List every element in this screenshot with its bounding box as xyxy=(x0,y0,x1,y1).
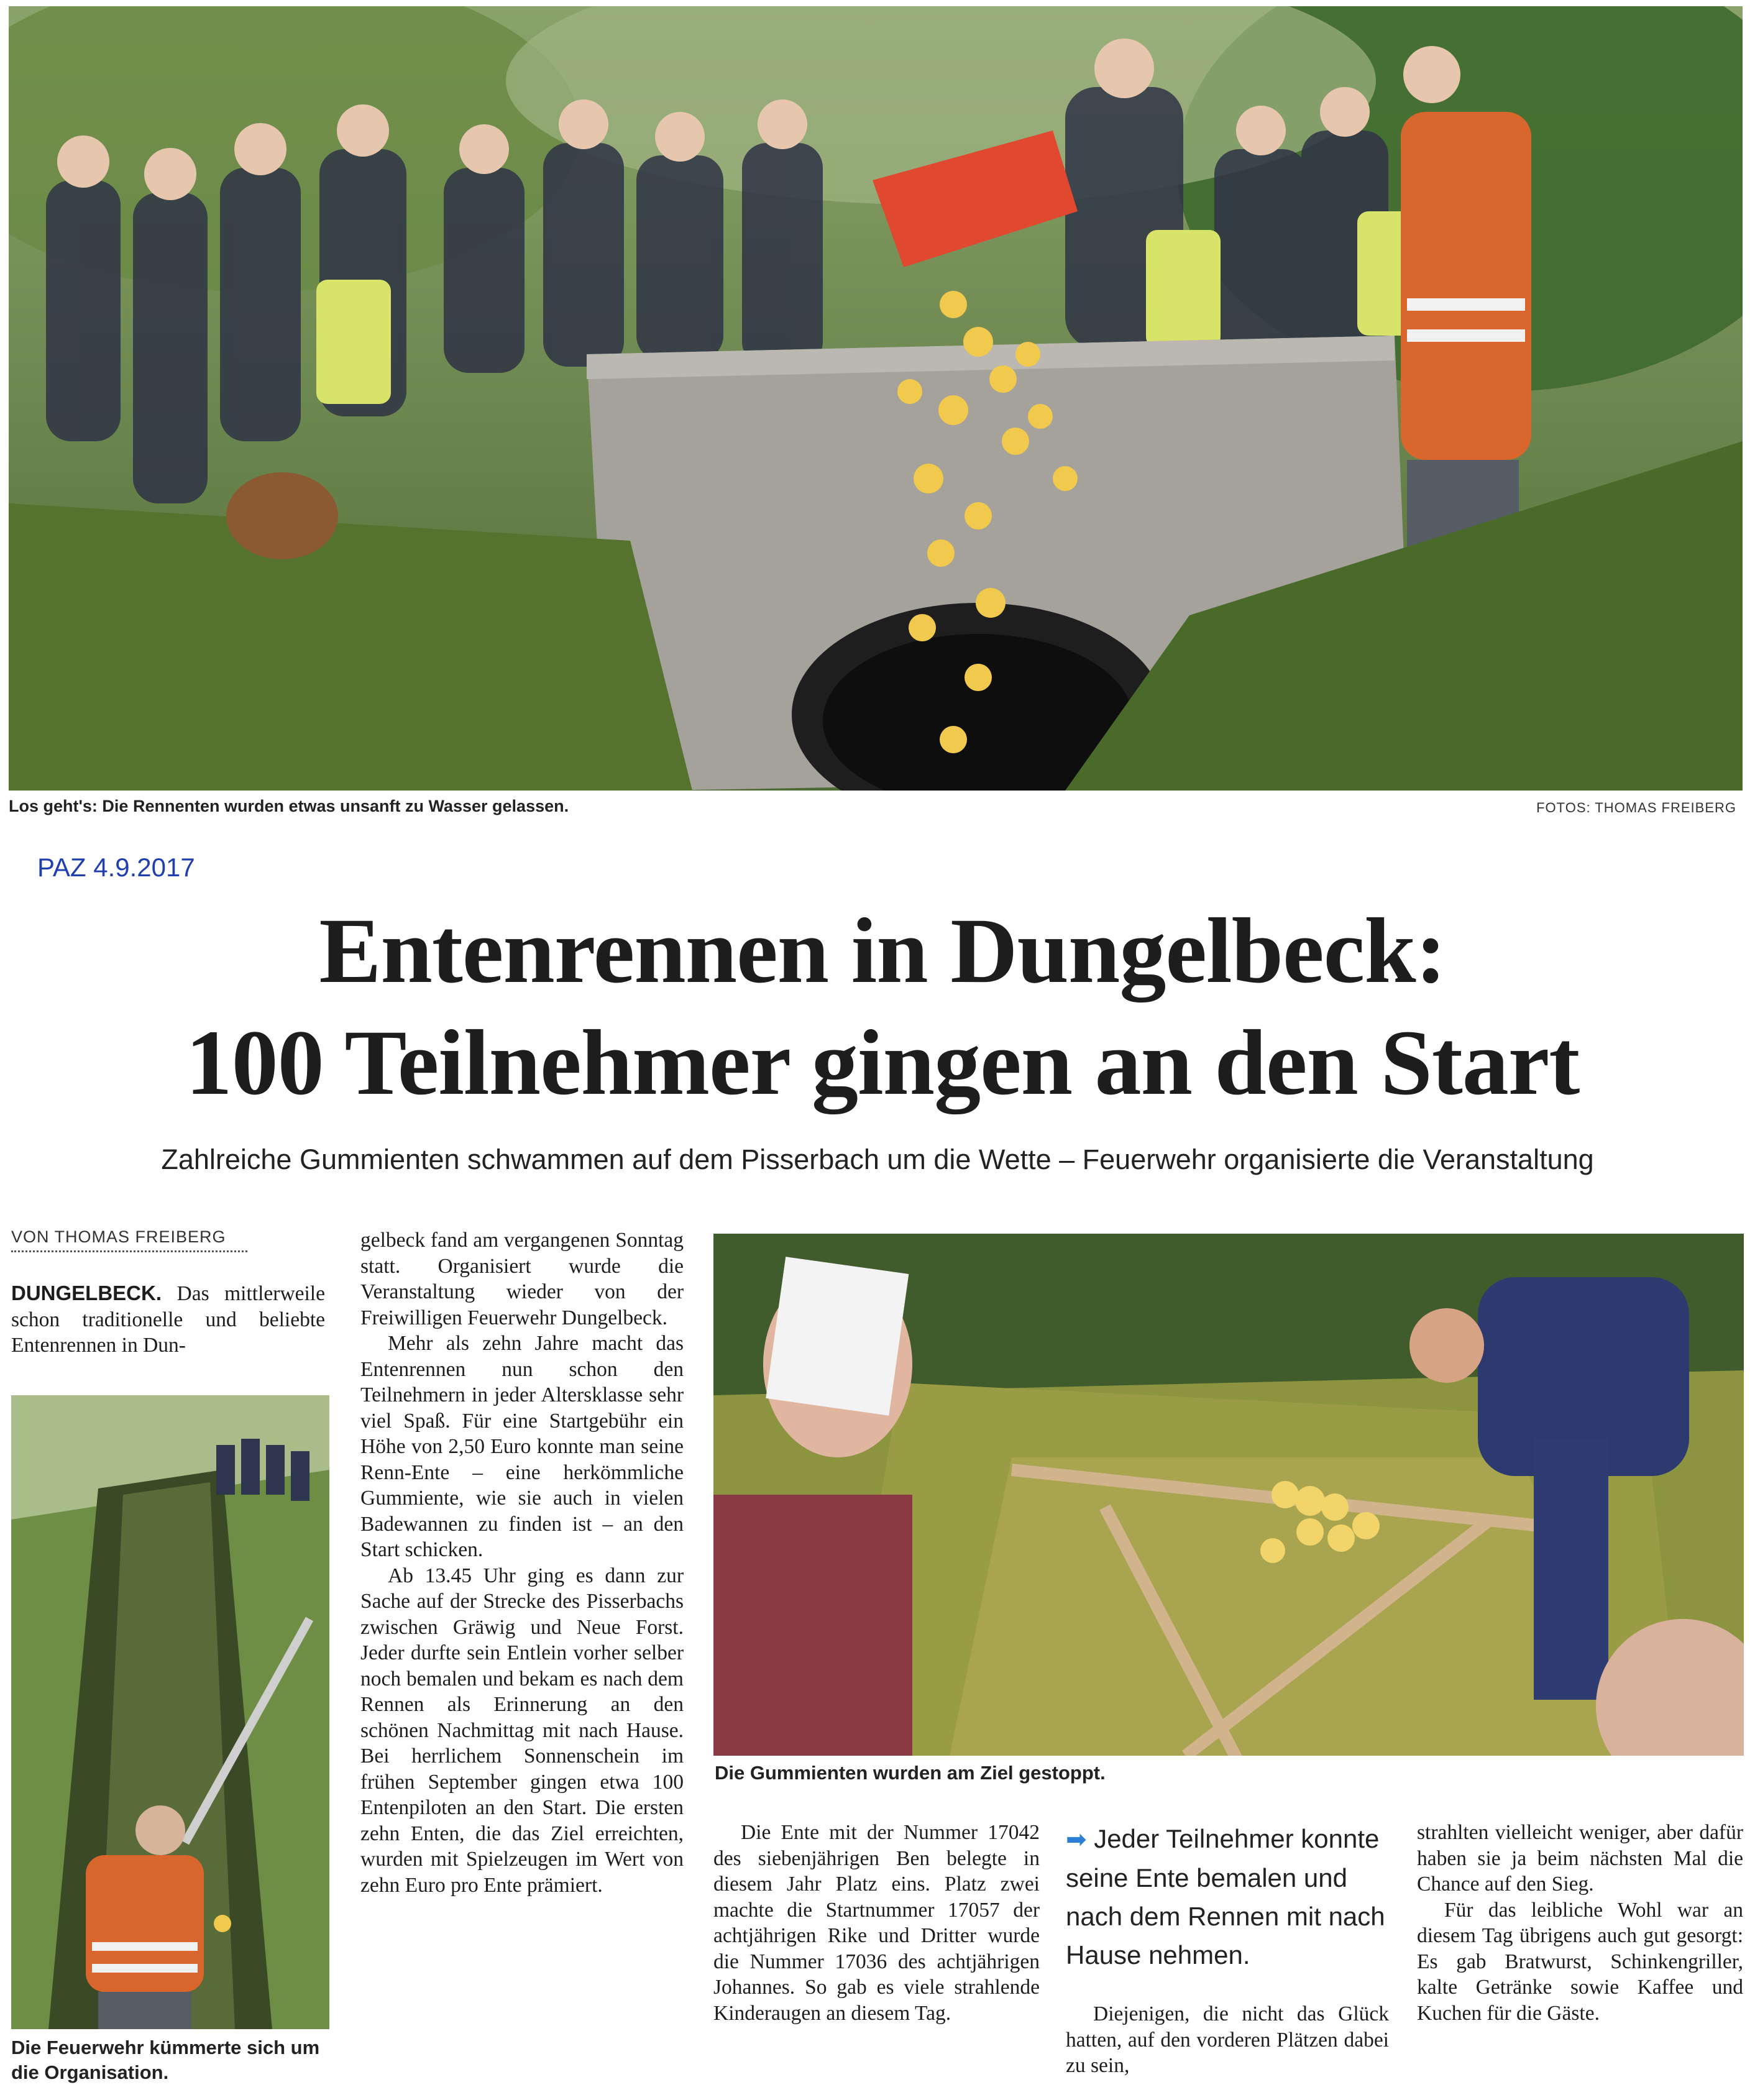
headline-line-2: 100 Teilnehmer gingen an den Start xyxy=(185,1011,1580,1114)
byline: VON THOMAS FREIBERG xyxy=(11,1227,247,1252)
headline xyxy=(25,895,1740,1119)
paragraph: Ab 13.45 Uhr ging es dann zur Sache auf der Strecke des Pisserbachs zwischen Gräwig und Neue Forst. Jeder durfte sein Entlein vorher selber noch bemalen und bekam es nach dem Rennen als Erinnerung an den schönen Nachmittag mit nach Hause. Bei herrlichem Sonnenschein im frühen September gingen etwa 100 Entenpiloten an den Start. Die ersten zehn Enten, die das Ziel erreichten, wurden mit Spielzeugen im Wert von zehn Euro pro Ente prämiert. xyxy=(360,1564,684,1897)
lead-text: Das mittlerweile schon traditionelle und beliebte Entenrennen in Dun- xyxy=(11,1282,325,1357)
pull-quote-text: Jeder Teilnehmer konnte seine Ente bemalen und nach dem Rennen mit nach Hause nehmen. xyxy=(1066,1824,1385,1969)
publication-stamp: PAZ 4.9.2017 xyxy=(37,853,195,882)
column-1 xyxy=(11,1280,325,1359)
column-2 xyxy=(360,1227,684,1898)
arrow-right-icon: ➡ xyxy=(1066,1826,1087,1853)
top-photo-caption: Los geht's: Die Rennenten wurden etwas unsanft zu Wasser gelassen. xyxy=(9,797,569,815)
duck-release-photo-illustration xyxy=(9,6,1743,791)
left-photo xyxy=(11,1395,329,2029)
duck-finish-line-photo-illustration xyxy=(713,1234,1744,1756)
paragraph: Diejenigen, die nicht das Glück hatten, auf den vorderen Plätzen dabei zu sein, xyxy=(1066,2002,1389,2077)
column-5 xyxy=(1417,1820,1743,2026)
column-3 xyxy=(713,1820,1040,2026)
paragraph: Für das leibliche Wohl war an diesem Tag übrigens auch gut gesorgt: Es gab Bratwurst, Schinkengriller, kalte Getränke sowie Kaffee und Kuchen für die Gäste. xyxy=(1417,1898,1743,2025)
firefighter-in-creek-photo-illustration xyxy=(11,1395,329,2029)
paragraph: Mehr als zehn Jahre macht das Entenrennen nun schon den Teilnehmern in jeder Altersklasse sehr viel Spaß. Für eine Startgebühr ein Höhe von 2,50 Euro konnte man seine Renn-Ente – eine herkömmliche Gummiente, wie sie auch in vielen Badewannen zu finden ist – an den Start schicken. xyxy=(360,1332,684,1561)
paragraph: gelbeck fand am vergangenen Sonntag statt. Organisiert wurde die Veranstaltung wieder von der Freiwilligen Feuerwehr Dungelbeck. xyxy=(360,1229,684,1329)
left-photo-caption: Die Feuerwehr kümmerte sich um die Organisation. xyxy=(11,2037,320,2083)
headline-line-1: Entenrennen in Dungelbeck: xyxy=(319,899,1446,1002)
middle-photo xyxy=(713,1234,1744,1756)
dateline: DUNGELBECK. xyxy=(11,1282,162,1304)
column-4 xyxy=(1066,2001,1389,2079)
paragraph: strahlten vielleicht weniger, aber dafür haben sie ja beim nächsten Mal die Chance auf den Sieg. xyxy=(1417,1821,1743,1896)
middle-photo-caption: Die Gummienten wurden am Ziel gestoppt. xyxy=(715,1762,1106,1784)
pull-quote xyxy=(1066,1820,1389,1974)
photo-credit: FOTOS: THOMAS FREIBERG xyxy=(1536,800,1736,815)
subheadline: Zahlreiche Gummienten schwammen auf dem Pisserbach um die Wette – Feuerwehr organisierte die Veranstaltung xyxy=(161,1144,1594,1175)
top-photo xyxy=(9,6,1743,791)
paragraph: Die Ente mit der Nummer 17042 des siebenjährigen Ben belegte in diesem Jahr Platz eins. Platz zwei machte die Startnummer 17057 der achtjährigen Rike und Dritter wurde die Nummer 17036 des achtjährigen Johannes. So gab es viele strahlende Kinderaugen an diesem Tag. xyxy=(713,1821,1040,2025)
